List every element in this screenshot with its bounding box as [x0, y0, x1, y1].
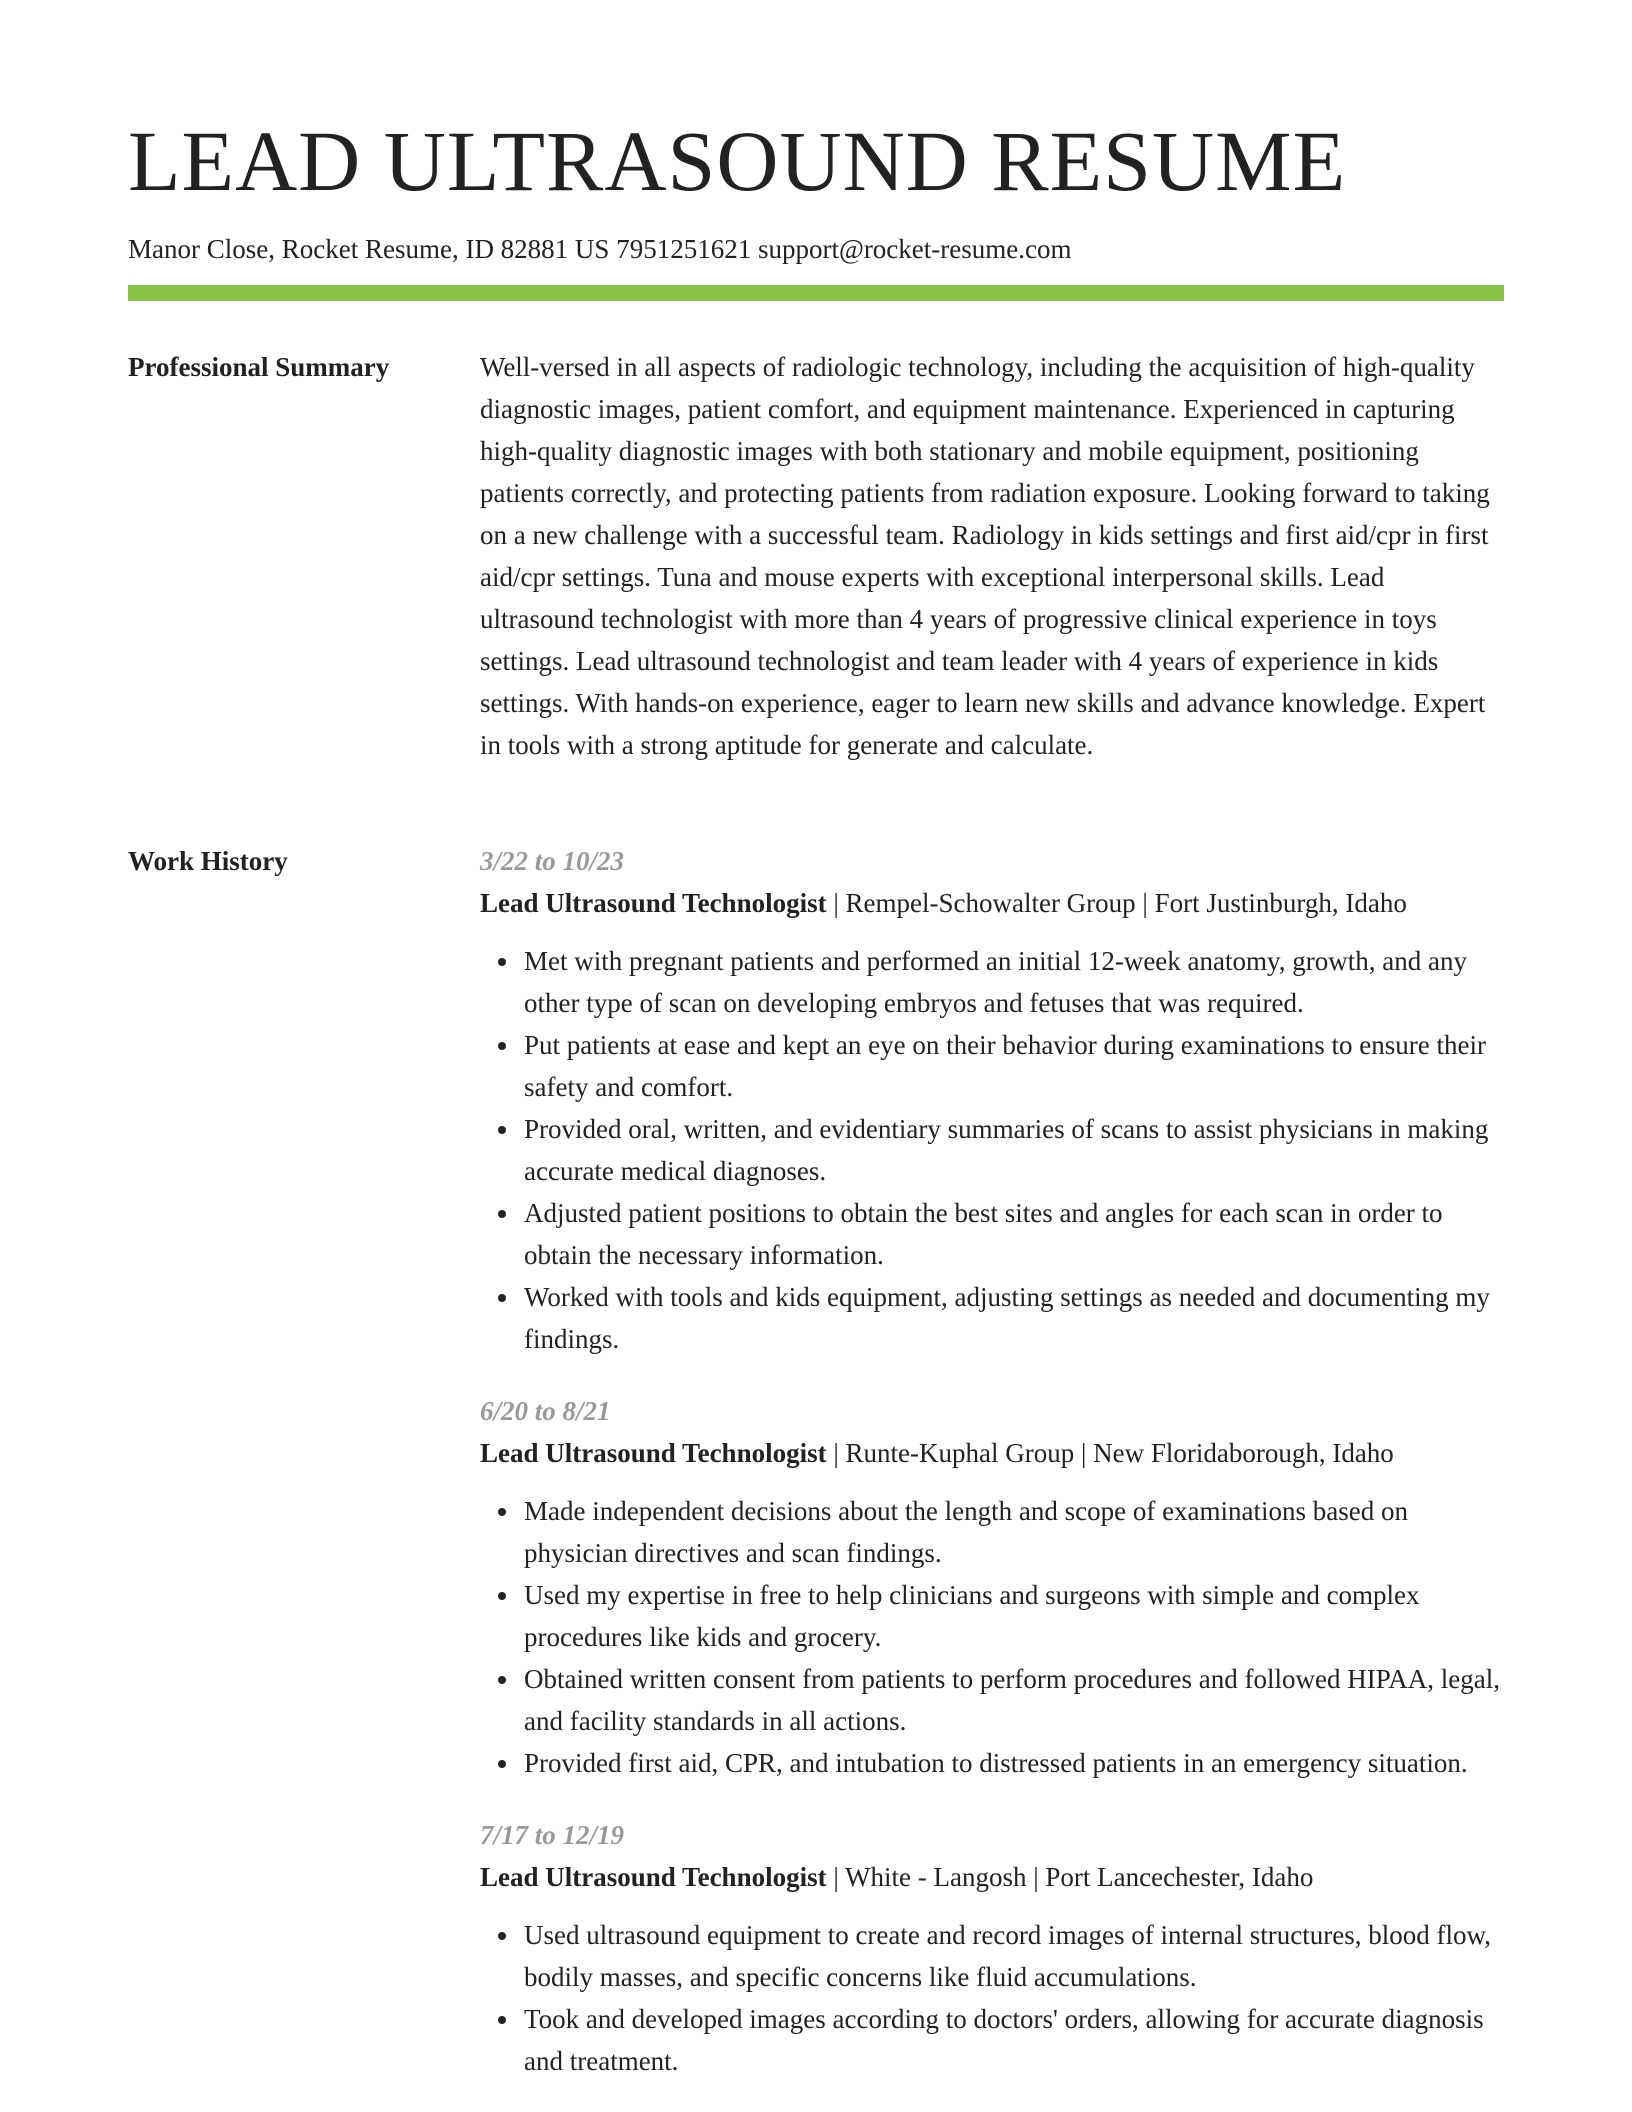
summary-text: Well-versed in all aspects of radiologic technology, including the acquisition of high-quality diagnostic images, patient comfort, and equipment maintenance. Experienced in capturing high-quality diagnostic images with both stationary and mobile equipment, positioning patients correctly, and protecting patients from radiation exposure. Looking forward to taking on a new challenge with a successful team. Radiology in kids settings and first aid/cpr in first aid/cpr settings. Tuna and mouse experts with exceptional interpersonal skills. Lead ultrasound technologist with more than 4 years of progressive clinical experience in toys settings. Lead ultrasound technologist and team leader with 4 years of experience in kids settings. With hands-on experience, eager to learn new skills and advance knowledge. Expert in tools with a strong aptitude for generate and calculate. — [480, 352, 1490, 760]
summary-body — [480, 346, 1504, 766]
job-entry — [480, 1390, 1504, 1784]
job-duty-item: Used my expertise in free to help clinicians and surgeons with simple and complex procedures like kids and grocery. — [524, 1574, 1504, 1658]
resume-title: LEAD ULTRASOUND RESUME — [128, 113, 1347, 209]
job-duty-item: Put patients at ease and kept an eye on their behavior during examinations to ensure their safety and comfort. — [524, 1024, 1504, 1108]
job-duty-item: Took and developed images according to doctors' orders, allowing for accurate diagnosis and treatment. — [524, 1998, 1504, 2082]
job-heading — [480, 1856, 1504, 1898]
job-duty-item: Provided first aid, CPR, and intubation to distressed patients in an emergency situation. — [524, 1742, 1504, 1784]
job-duties-list — [480, 1490, 1504, 1784]
job-duty-item: Made independent decisions about the length and scope of examinations based on physician directives and scan findings. — [524, 1490, 1504, 1574]
job-duty-item: Used ultrasound equipment to create and record images of internal structures, blood flow, bodily masses, and specific concerns like fluid accumulations. — [524, 1914, 1504, 1998]
job-duty-item: Adjusted patient positions to obtain the best sites and angles for each scan in order to obtain the necessary information. — [524, 1192, 1504, 1276]
job-heading — [480, 882, 1504, 924]
accent-divider — [128, 285, 1504, 301]
job-title: Lead Ultrasound Technologist — [480, 888, 827, 918]
job-dates: 3/22 to 10/23 — [480, 846, 625, 876]
work-history-label: Work History — [128, 846, 288, 876]
job-title: Lead Ultrasound Technologist — [480, 1438, 827, 1468]
job-title: Lead Ultrasound Technologist — [480, 1862, 827, 1892]
job-entry — [480, 1814, 1504, 2082]
job-duty-item: Obtained written consent from patients to perform procedures and followed HIPAA, legal, and facility standards in all actions. — [524, 1658, 1504, 1742]
job-duty-item: Worked with tools and kids equipment, adjusting settings as needed and documenting my findings. — [524, 1276, 1504, 1360]
job-employer-location: | White - Langosh | Port Lancechester, Idaho — [826, 1862, 1314, 1892]
job-employer-location: | Runte-Kuphal Group | New Floridaborough, Idaho — [826, 1438, 1394, 1468]
summary-label: Professional Summary — [128, 352, 390, 382]
job-duty-item: Provided oral, written, and evidentiary summaries of scans to assist physicians in making accurate medical diagnoses. — [524, 1108, 1504, 1192]
work-history-body — [480, 840, 1504, 2112]
job-entry — [480, 840, 1504, 1360]
job-duty-item: Met with pregnant patients and performed an initial 12-week anatomy, growth, and any other type of scan on developing embryos and fetuses that was required. — [524, 940, 1504, 1024]
job-duties-list — [480, 1914, 1504, 2082]
job-duties-list — [480, 940, 1504, 1360]
job-employer-location: | Rempel-Schowalter Group | Fort Justinburgh, Idaho — [826, 888, 1407, 918]
job-dates: 6/20 to 8/21 — [480, 1396, 611, 1426]
contact-line: Manor Close, Rocket Resume, ID 82881 US 7951251621 support@rocket-resume.com — [128, 234, 1072, 264]
job-dates: 7/17 to 12/19 — [480, 1820, 625, 1850]
job-heading — [480, 1432, 1504, 1474]
